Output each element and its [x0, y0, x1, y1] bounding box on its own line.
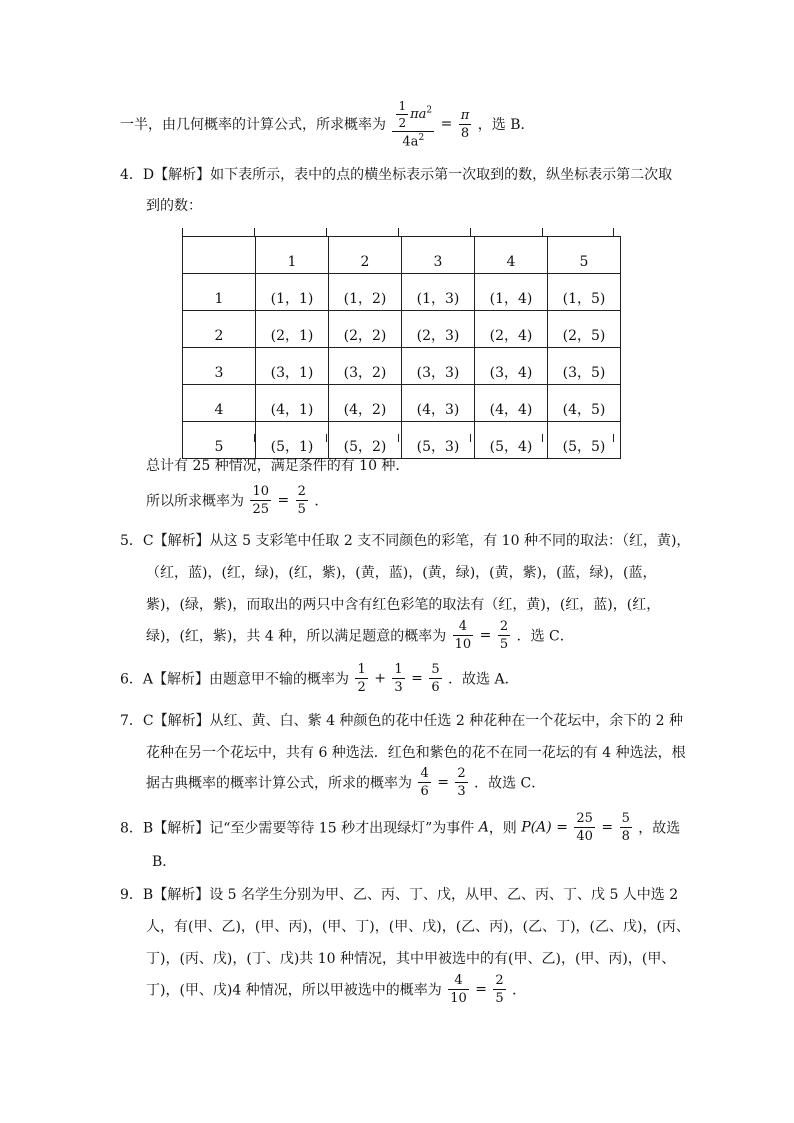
fraction [455, 767, 467, 798]
table-header-cell: 2 [329, 237, 402, 274]
equals: = [475, 981, 487, 998]
fraction [448, 974, 469, 1005]
fraction-den: 6 [420, 784, 429, 799]
table-cell: (2，2) [329, 311, 402, 348]
equals: = [440, 116, 453, 133]
num-sup: 2 [426, 105, 433, 116]
fraction-den: 5 [499, 637, 509, 652]
table-cell: (1，2) [329, 274, 402, 311]
item-5-line-4 [146, 620, 574, 651]
table-cell: 5 [183, 422, 256, 459]
table-cell: (4，1) [256, 385, 329, 422]
fraction-num: 2 [495, 973, 504, 988]
tail: ． [512, 982, 527, 999]
fraction-half [396, 100, 408, 129]
item-8-cont: B． [152, 854, 177, 870]
table-cell: (4，2) [329, 385, 402, 422]
table-cell: (3，4) [475, 348, 548, 385]
num-expr: πa [410, 107, 427, 122]
item-8-line-1 [120, 812, 680, 843]
fraction-den: 2 [357, 680, 366, 695]
fraction-num [392, 100, 434, 132]
fraction-num: 2 [457, 766, 466, 781]
table-cell: (4，4) [475, 385, 548, 422]
den-sup: 2 [418, 133, 425, 143]
table-row [183, 348, 621, 385]
table-header-cell [183, 237, 256, 274]
fraction [296, 485, 308, 516]
fraction [620, 812, 632, 843]
item-4-cont: 到的数： [146, 198, 202, 214]
item-9-line-1: 9．B【解析】设 5 名学生分别为甲、乙、丙、丁、戊，从甲、乙、丙、丁、戊 5 人中选 2 [120, 887, 679, 903]
table-tick [398, 228, 399, 236]
table-row [183, 274, 621, 311]
equals: = [601, 819, 614, 836]
item-6 [120, 663, 519, 694]
line-geometric-probability [120, 100, 535, 148]
fraction [574, 812, 595, 843]
table-cell: (5，1) [256, 422, 329, 459]
text: 6．A【解析】由题意甲不输的概率为 [120, 671, 350, 688]
table-cell: (2，3) [402, 311, 475, 348]
fraction-pi [459, 109, 472, 140]
text: 绿)，(红，紫)，共 4 种，所以满足题意的概率为 [146, 628, 447, 645]
fraction-num: 2 [499, 619, 509, 634]
fraction-num: 25 [576, 811, 593, 826]
fraction-den: 6 [431, 680, 440, 695]
table-row [183, 311, 621, 348]
fraction-big [392, 100, 434, 148]
item-4-prob [146, 485, 328, 516]
item-4-head: 4．D【解析】如下表所示，表中的点的横坐标表示第一次取到的数，纵坐标表示第二次取 [120, 167, 673, 183]
table-cell: (1，3) [402, 274, 475, 311]
item-4-total: 总计有 25 种情况，满足条件的有 10 种． [146, 458, 410, 474]
tail: ，故选 [638, 820, 681, 837]
table-cell: (3，3) [402, 348, 475, 385]
table-header-cell: 3 [402, 237, 475, 274]
table-cell: (5，2) [329, 422, 402, 459]
item-5-line-1: 5．C【解析】从这 5 支彩笔中任取 2 支不同颜色的彩笔，有 10 种不同的取法：（红，黄)， [120, 533, 691, 549]
fraction [355, 663, 367, 694]
fraction-den: 8 [621, 829, 630, 844]
fraction [429, 663, 441, 694]
fraction-den [392, 132, 434, 148]
equals: = [411, 670, 423, 687]
fraction-num: 2 [297, 484, 306, 499]
tail: ．故选 A． [448, 671, 519, 688]
table-cell: (5，5) [548, 422, 621, 459]
fraction-den: 10 [454, 637, 472, 652]
equals: = [556, 819, 568, 836]
table-cell: (5，4) [475, 422, 548, 459]
fraction-num: 5 [621, 811, 630, 826]
item-9-line-3: 丁)，(丙、戊)，(丁、戊)共 10 种情况，其中甲被选中的有(甲、乙)，(甲、丙)，(甲、 [146, 951, 676, 967]
table-cell: 1 [183, 274, 256, 311]
item-5-line-2: （红，蓝)，(红，绿)，(红，紫)，(黄，蓝)，(黄，绿)，(黄，紫)，(蓝，绿)，(蓝， [146, 565, 657, 581]
item-7-line-1: 7．C【解析】从红、黄、白、紫 4 种颜色的花中任选 2 种花种在一个花坛中，余下的 2 种 [120, 713, 684, 729]
table-header-cell: 1 [256, 237, 329, 274]
table-cell: (1，5) [548, 274, 621, 311]
half-num: 1 [398, 99, 407, 113]
equals: = [437, 774, 449, 791]
fraction-den: 3 [394, 680, 403, 695]
table-tick [182, 228, 183, 236]
text: ，则 [488, 820, 517, 837]
table-cell: (4，3) [402, 385, 475, 422]
fraction-num: 1 [394, 662, 403, 677]
table-cell: (4，5) [548, 385, 621, 422]
fraction [498, 620, 510, 651]
fraction-den: 5 [297, 502, 306, 517]
fraction-den: 25 [252, 502, 269, 517]
fraction [453, 620, 474, 651]
table-header-cell: 5 [548, 237, 621, 274]
table-cell: (5，3) [402, 422, 475, 459]
tail: ．选 C． [516, 628, 574, 645]
fraction-den: 40 [576, 829, 593, 844]
fraction-num: 10 [252, 484, 269, 499]
fraction-num: 4 [448, 974, 469, 990]
fraction-num: 4 [453, 620, 474, 636]
fraction-num: 4 [420, 766, 429, 781]
table-cell: 2 [183, 311, 256, 348]
table-tick [613, 228, 614, 236]
item-7-line-3 [146, 767, 545, 798]
table-row [183, 422, 621, 459]
event-var: A [478, 819, 489, 836]
table-tick [326, 228, 327, 236]
table-cell: (3，5) [548, 348, 621, 385]
table-cell: (2，1) [256, 311, 329, 348]
table-header-cell: 4 [475, 237, 548, 274]
equals: = [277, 492, 290, 509]
fraction [493, 974, 505, 1005]
outcome-table [182, 236, 621, 459]
prob-expr: P(A) [521, 819, 552, 836]
tail: ，选 B． [477, 117, 535, 134]
plus: + [374, 670, 386, 687]
table-cell: (1，4) [475, 274, 548, 311]
table-tick [470, 228, 471, 236]
half-den: 2 [398, 116, 407, 130]
fraction-den: 5 [495, 991, 504, 1006]
table-cell: 4 [183, 385, 256, 422]
fraction [250, 485, 271, 516]
table-cell: (2，4) [475, 311, 548, 348]
table-cell: (1，1) [256, 274, 329, 311]
fraction-num: 5 [431, 662, 440, 677]
den-expr: 4a [402, 134, 419, 150]
table-tick [542, 228, 543, 236]
text: 据古典概率的概率计算公式，所求的概率为 [146, 775, 412, 792]
text: 所以所求概率为 [146, 493, 244, 510]
tail: ．故选 C． [474, 775, 546, 792]
text: 丁)，(甲、戊)4 种情况，所以甲被选中的概率为 [146, 982, 442, 999]
item-9-line-4 [146, 974, 526, 1005]
table-tick [254, 228, 255, 236]
fraction [392, 663, 404, 694]
fraction-num: 1 [357, 662, 366, 677]
table-cell: 3 [183, 348, 256, 385]
pi-num: π [460, 107, 470, 123]
text: 8．B【解析】记“至少需要等待 15 秒才出现绿灯”为事件 [120, 820, 475, 837]
tail: ． [314, 493, 329, 510]
equals: = [479, 627, 492, 644]
table-header-row [183, 237, 621, 274]
pi-den: 8 [460, 125, 470, 141]
fraction [418, 767, 430, 798]
table-cell: (3，1) [256, 348, 329, 385]
item-9-line-2: 人，有(甲、乙)，(甲、丙)，(甲、丁)，(甲、戊)，(乙、丙)，(乙、丁)，(乙、戊)，(丙、 [146, 919, 690, 935]
fraction-den: 3 [457, 784, 466, 799]
fraction-den: 10 [450, 991, 467, 1006]
table-cell: (3，2) [329, 348, 402, 385]
item-7-line-2: 花种在另一个花坛中，共有 6 种选法．红色和紫色的花不在同一花坛的有 4 种选法，根 [146, 745, 686, 761]
table-row [183, 385, 621, 422]
table-cell: (2，5) [548, 311, 621, 348]
item-5-line-3: 紫)，(绿，紫)，而取出的两只中含有红色彩笔的取法有（红，黄)，(红，蓝)，(红， [146, 597, 661, 613]
text: 一半，由几何概率的计算公式，所求概率为 [120, 117, 386, 134]
